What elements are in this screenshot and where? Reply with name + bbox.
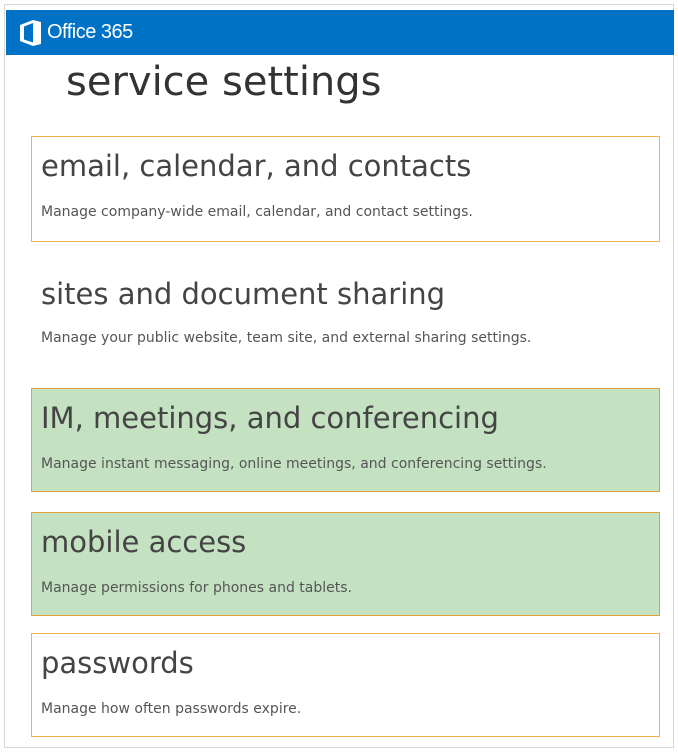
page-title: service settings — [66, 59, 382, 105]
card-description: Manage instant messaging, online meetings, and conferencing settings. — [41, 456, 547, 472]
brand-name[interactable]: Office 365 — [47, 21, 133, 43]
card-description: Manage how often passwords expire. — [41, 701, 302, 717]
card-description: Manage your public website, team site, and external sharing settings. — [41, 330, 532, 346]
card-mobile-access[interactable] — [31, 512, 660, 616]
card-title[interactable]: mobile access — [41, 525, 247, 559]
office-header-bar — [6, 10, 674, 55]
card-passwords[interactable] — [31, 633, 660, 737]
card-title[interactable]: email, calendar, and contacts — [41, 149, 472, 183]
card-title[interactable]: passwords — [41, 646, 194, 680]
office-logo-icon[interactable] — [20, 20, 42, 46]
card-description: Manage permissions for phones and tablets. — [41, 580, 352, 596]
card-im-meetings-conferencing[interactable] — [31, 388, 660, 492]
card-email-calendar-contacts[interactable] — [31, 136, 660, 242]
card-description: Manage company-wide email, calendar, and contact settings. — [41, 204, 473, 220]
card-sites-document-sharing[interactable] — [31, 262, 660, 368]
card-title[interactable]: sites and document sharing — [41, 277, 446, 311]
card-title[interactable]: IM, meetings, and conferencing — [41, 401, 499, 435]
